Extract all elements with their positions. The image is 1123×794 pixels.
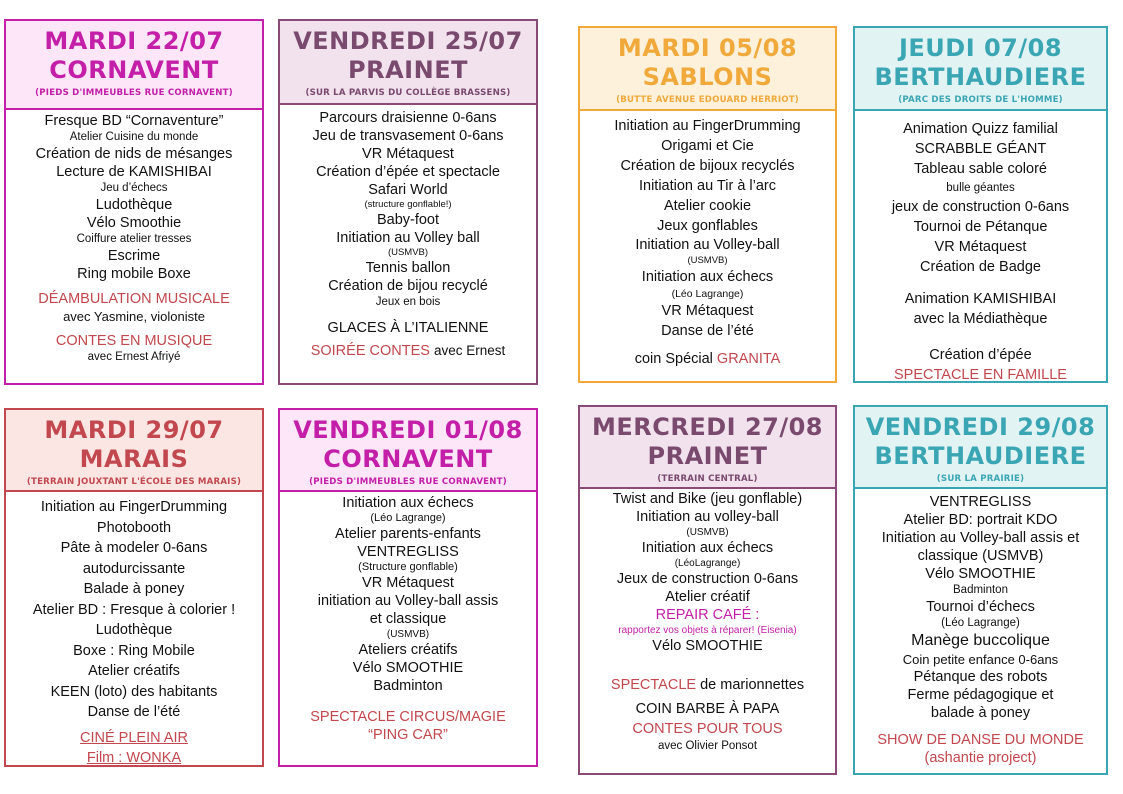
card-header <box>855 407 1106 489</box>
card-day: MERCREDI 27/08 <box>591 413 823 441</box>
card-activities <box>580 489 835 754</box>
list-item: avec Ernest <box>433 343 506 358</box>
list-item: Tournoi de Pétanque <box>913 219 1048 235</box>
card-location: (PARC DES DROITS DE L'HOMME) <box>898 95 1063 105</box>
list-item: (USMVB) <box>386 629 430 640</box>
list-item: Tournoi d’échecs <box>926 599 1035 615</box>
list-item: Ludothèque <box>95 622 173 638</box>
card-day: VENDREDI 29/08 <box>865 413 1096 441</box>
list-item: Vélo SMOOTHIE <box>652 638 763 654</box>
list-item: Vélo Smoothie <box>86 215 182 231</box>
list-item: Ring mobile Boxe <box>77 266 191 282</box>
highlight-item: rapportez vos objets à réparer! (Eisenia) <box>618 625 797 636</box>
card-location: (BUTTE AVENUE EDOUARD HERRIOT) <box>616 95 799 105</box>
list-item: VENTREGLISS <box>357 544 459 560</box>
list-item: Ateliers créatifs <box>358 642 458 658</box>
list-item: (Léo Lagrange) <box>941 617 1020 629</box>
list-item: Atelier créatif <box>665 589 750 605</box>
list-item: avec Yasmine, violoniste <box>63 309 205 324</box>
list-item: Initiation aux échecs <box>342 495 474 511</box>
list-item: avec Ernest Afriyé <box>87 351 181 363</box>
list-item: Initiation au FingerDrumming <box>614 118 801 134</box>
list-item: Jeu d’échecs <box>100 182 168 194</box>
card-day: VENDREDI 25/07 <box>293 27 523 55</box>
list-item: (Léo Lagrange) <box>671 288 744 300</box>
card-place: PRAINET <box>647 442 768 470</box>
list-item: Manège buccolique <box>911 632 1050 649</box>
card-place: BERTHAUDIERE <box>874 442 1087 470</box>
list-item: Initiation au volley-ball <box>636 509 779 525</box>
card-vendredi-01-08 <box>278 408 538 767</box>
card-location: (PIEDS D'IMMEUBLES RUE CORNAVENT) <box>35 88 233 98</box>
list-item: Initiation au Volley-ball assis et <box>881 530 1080 546</box>
list-item: (USMVB) <box>387 247 429 258</box>
card-location: (TERRAIN CENTRAL) <box>657 474 758 484</box>
list-item: Animation KAMISHIBAI <box>904 291 1057 307</box>
list-item: Initiation au Volley ball <box>336 230 480 246</box>
highlight-item: (ashantie project) <box>924 750 1037 766</box>
list-item: SCRABBLE GÉANT <box>914 141 1047 157</box>
list-item: Photobooth <box>96 519 172 536</box>
list-item: Jeux gonflables <box>657 218 758 234</box>
list-item: Initiation aux échecs <box>641 269 774 285</box>
list-item: Badminton <box>953 584 1008 596</box>
list-item: initiation au Volley-ball assis <box>317 593 499 609</box>
list-item: Pâte à modeler 0-6ans <box>60 540 208 556</box>
list-item: VR Métaquest <box>934 239 1027 255</box>
list-item: Fresque BD “Cornaventure” <box>44 113 224 129</box>
list-item: Jeux en bois <box>375 296 441 308</box>
card-day: MARDI 22/07 <box>44 27 224 55</box>
list-item: Origami et Cie <box>661 138 754 154</box>
highlight-item: SHOW DE DANSE DU MONDE <box>877 732 1084 748</box>
list-item <box>280 342 536 360</box>
card-day: VENDREDI 01/08 <box>293 416 523 444</box>
list-item: Atelier BD : Fresque à colorier ! <box>32 601 236 618</box>
list-item: Création de Badge <box>920 259 1041 275</box>
list-item: Atelier cookie <box>663 198 752 214</box>
list-item: Danse de l’été <box>87 704 181 720</box>
list-item: et classique <box>369 611 447 627</box>
card-location: (TERRAIN JOUXTANT L'ÉCOLE DES MARAIS) <box>26 477 242 487</box>
list-item: VR Métaquest <box>362 146 454 162</box>
list-item: Balade à poney <box>83 581 185 597</box>
list-item: avec Olivier Ponsot <box>657 740 758 752</box>
list-item: Badminton <box>373 678 443 694</box>
list-item: (LéoLagrange) <box>674 558 741 569</box>
card-day: JEUDI 07/08 <box>898 34 1063 62</box>
highlight-item: REPAIR CAFÉ : <box>655 607 760 623</box>
list-item: VR Métaquest <box>661 303 754 319</box>
list-item: avec la Médiathèque <box>913 311 1048 327</box>
list-item: COIN BARBE À PAPA <box>635 701 780 717</box>
list-item <box>580 350 835 368</box>
list-item: Création d’épée <box>929 347 1032 363</box>
list-item: Création de bijou recyclé <box>328 278 488 294</box>
card-activities <box>280 492 536 744</box>
card-mardi-22-07 <box>4 19 264 385</box>
list-item: Pétanque des robots <box>913 669 1048 685</box>
card-activities <box>855 489 1106 767</box>
list-item: Safari World <box>368 182 448 198</box>
card-header <box>580 28 835 111</box>
list-item: classique (USMVB) <box>917 548 1044 564</box>
card-header <box>6 21 262 110</box>
list-item: Atelier parents-enfants <box>335 526 481 542</box>
list-item: bulle géantes <box>946 182 1015 194</box>
list-item: Boxe : Ring Mobile <box>73 642 195 659</box>
highlight-item: “PING CAR” <box>368 727 448 743</box>
highlight-item: GRANITA <box>716 351 781 367</box>
highlight-item: SPECTACLE CIRCUS/MAGIE <box>310 709 506 725</box>
list-item: (USMVB) <box>687 255 728 266</box>
card-vendredi-25-07 <box>278 19 538 385</box>
card-location: (SUR LA PARVIS DU COLLÈGE BRASSENS) <box>305 88 511 98</box>
card-location: (PIEDS D'IMMEUBLES RUE CORNAVENT) <box>309 477 507 487</box>
card-place: SABLONS <box>642 63 773 91</box>
list-item: Ludothèque <box>95 197 173 213</box>
card-place: MARAIS <box>79 445 189 473</box>
list-item: Création d’épée et spectacle <box>316 164 500 180</box>
highlight-item: SOIRÉE CONTES <box>310 343 430 359</box>
card-mardi-29-07 <box>4 408 264 767</box>
card-day: MARDI 29/07 <box>44 416 224 444</box>
list-item: (structure gonflable!) <box>364 199 452 210</box>
list-item: VR Métaquest <box>362 575 454 591</box>
highlight-item: CONTES EN MUSIQUE <box>55 333 213 349</box>
highlight-item: CONTES POUR TOUS <box>632 721 783 737</box>
list-item: KEEN (loto) des habitants <box>50 683 218 700</box>
list-item: Lecture de KAMISHIBAI <box>56 164 212 180</box>
list-item: Animation Quizz familial <box>903 121 1058 137</box>
list-item: Tennis ballon <box>365 260 451 276</box>
list-item: Vélo SMOOTHIE <box>352 660 464 676</box>
card-header <box>855 28 1106 111</box>
highlight-item: SPECTACLE <box>610 677 697 693</box>
card-header <box>280 410 536 492</box>
list-item: Tableau sable coloré <box>913 161 1047 177</box>
list-item: Twist and Bike (jeu gonflable) <box>612 491 803 507</box>
list-item: (Structure gonflable) <box>358 561 458 573</box>
list-item: Atelier créatifs <box>88 663 180 679</box>
highlight-item: SPECTACLE EN FAMILLE <box>894 367 1067 383</box>
list-item: Danse de l’été <box>661 323 754 339</box>
card-place: BERTHAUDIERE <box>874 63 1087 91</box>
list-item: Baby-foot <box>376 212 440 228</box>
card-place: PRAINET <box>348 56 468 84</box>
highlight-item: Film : WONKA <box>86 749 182 766</box>
card-activities <box>580 111 835 368</box>
list-item: Ferme pédagogique et <box>907 687 1054 703</box>
card-header <box>580 407 835 489</box>
list-item: Initiation au FingerDrumming <box>40 499 228 515</box>
highlight-item: CINÉ PLEIN AIR <box>80 729 188 746</box>
card-activities <box>6 110 262 365</box>
list-item: autodurcissante <box>82 560 186 577</box>
list-item: Création de bijoux recyclés <box>620 158 795 174</box>
card-day: MARDI 05/08 <box>617 34 798 62</box>
list-item: Jeux de construction 0-6ans <box>616 571 799 587</box>
list-item: (Léo Lagrange) <box>370 512 446 524</box>
card-activities <box>855 111 1106 383</box>
highlight-item: DÉAMBULATION MUSICALE <box>38 291 230 307</box>
list-item: Création de nids de mésanges <box>35 146 233 162</box>
card-mardi-05-08 <box>578 26 837 383</box>
card-mercredi-27-08 <box>578 405 837 775</box>
card-activities <box>280 105 536 360</box>
list-item: Initiation aux échecs <box>641 540 774 556</box>
list-item: Coiffure atelier tresses <box>76 233 192 245</box>
list-item <box>580 675 835 695</box>
list-item: VENTREGLISS <box>929 494 1032 510</box>
list-item: balade à poney <box>930 705 1031 721</box>
list-item: Jeu de transvasement 0-6ans <box>312 128 504 144</box>
list-item: Vélo SMOOTHIE <box>925 566 1036 582</box>
list-item: Initiation au Volley-ball <box>635 237 780 253</box>
card-jeudi-07-08 <box>853 26 1108 383</box>
card-vendredi-29-08 <box>853 405 1108 775</box>
list-item: Coin petite enfance 0-6ans <box>902 652 1059 667</box>
list-item: jeux de construction 0-6ans <box>891 199 1070 215</box>
list-item: coin Spécial <box>634 351 713 367</box>
card-activities <box>6 492 262 767</box>
list-item: (USMVB) <box>686 527 729 538</box>
card-place: CORNAVENT <box>49 56 219 84</box>
list-item: de marionnettes <box>700 677 805 693</box>
list-item: Atelier BD: portrait KDO <box>903 512 1058 528</box>
list-item: Escrime <box>107 248 161 264</box>
list-item: Parcours draisienne 0-6ans <box>319 110 497 126</box>
list-item: Atelier Cuisine du monde <box>69 131 199 143</box>
list-item: GLACES À L’ITALIENNE <box>327 320 489 336</box>
card-header <box>280 21 536 105</box>
card-location: (SUR LA PRAIRIE) <box>936 474 1025 484</box>
card-header <box>6 410 262 492</box>
list-item: Initiation au Tir à l’arc <box>638 178 776 194</box>
card-place: CORNAVENT <box>323 445 493 473</box>
